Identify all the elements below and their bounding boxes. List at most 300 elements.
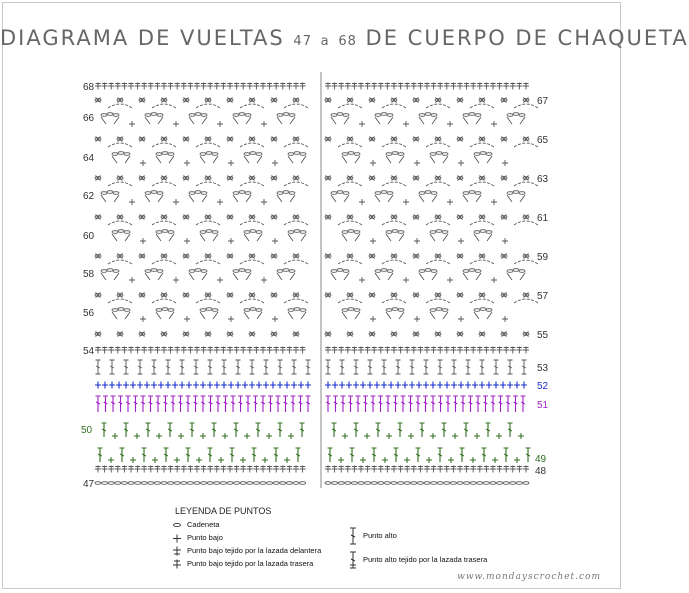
- stitch-sc-back-loop: [174, 83, 180, 90]
- stitch-shell: [200, 152, 218, 163]
- stitch-dc-purple: [178, 396, 183, 412]
- stitch-sc-blue: [95, 382, 101, 389]
- stitch-chain: [444, 482, 450, 485]
- stitch-sc-back-loop: [510, 347, 516, 354]
- stitch-sc: [348, 215, 353, 220]
- stitch-sc-back-loop: [102, 83, 108, 90]
- stitch-shell: [189, 191, 207, 202]
- stitch-sc: [436, 215, 441, 220]
- stitch-sc: [272, 137, 277, 142]
- stitch-sc-blue: [416, 382, 422, 389]
- stitch-sc-back-loop: [207, 347, 213, 354]
- stitch-sc-back-loop: [240, 466, 246, 473]
- stitch-dc-purple: [133, 396, 138, 412]
- stitch-sc-back-loop: [300, 466, 306, 473]
- stitch-sc-blue: [381, 382, 387, 389]
- stitch-sc: [458, 254, 463, 259]
- stitch-sc-back-loop: [365, 466, 371, 473]
- stitch-sc-back-loop: [214, 83, 220, 90]
- stitch-sc-back-loop: [207, 466, 213, 473]
- stitch-green: [442, 423, 447, 437]
- row-label-57: 57: [537, 291, 549, 302]
- stitch-green: [164, 448, 169, 462]
- stitch-green: [278, 423, 283, 437]
- stitch-sc-back-loop: [371, 347, 377, 354]
- stitch-sc-back-loop: [108, 83, 114, 90]
- stitch-sc-back-loop: [300, 83, 306, 90]
- stitch-sc: [228, 98, 233, 103]
- stitch-shell: [474, 230, 492, 241]
- stitch-dc-purple: [238, 396, 243, 412]
- legend-item-pa-trasera: [348, 551, 487, 569]
- stitch-sc-back-loop: [358, 347, 364, 354]
- stitch-sc-blue: [102, 382, 108, 389]
- stitch-sc: [206, 332, 211, 337]
- stitch-sc: [436, 254, 441, 259]
- stitch-sc: [250, 137, 255, 142]
- stitch-dc-purple: [431, 396, 436, 412]
- row-label-52: 52: [537, 381, 549, 392]
- single-crochet-icon: [172, 534, 182, 543]
- stitch-dc: [508, 360, 513, 374]
- stitch-sc: [118, 254, 123, 259]
- stitch-shell: [244, 308, 262, 319]
- stitch-sc-back-loop: [102, 347, 108, 354]
- back-loop-sc-icon: [172, 559, 182, 569]
- row-label-65: 65: [537, 135, 549, 146]
- stitch-shell: [156, 230, 174, 241]
- stitch-chain-arc: [382, 143, 406, 147]
- stitch-green: [382, 457, 388, 463]
- row-label-55: 55: [537, 330, 549, 341]
- stitch-sc: [392, 176, 397, 181]
- stitch-sc-back-loop: [181, 83, 187, 90]
- stitch-sc-blue: [507, 382, 513, 389]
- stitch-dc-purple: [148, 396, 153, 412]
- legend-label-punto-bajo: Punto bajo: [187, 533, 223, 542]
- stitch-sc-back-loop: [234, 83, 240, 90]
- stitch-sc: [414, 215, 419, 220]
- stitch-chain-arc: [108, 182, 132, 186]
- stitch-green: [486, 423, 491, 437]
- stitch-chain-arc: [426, 182, 450, 186]
- stitch-sc-back-loop: [464, 83, 470, 90]
- stitch-sc-back-loop: [194, 83, 200, 90]
- stitch-dc: [438, 360, 443, 374]
- stitch-sc-blue: [374, 382, 380, 389]
- stitch-shell: [375, 269, 393, 280]
- stitch-sc-back-loop: [404, 347, 410, 354]
- stitch-dc-purple: [461, 396, 466, 412]
- chain-icon: [172, 521, 182, 529]
- stitch-sc-back-loop: [201, 83, 207, 90]
- stitch-sc-back-loop: [286, 466, 292, 473]
- stitch-shell: [288, 308, 306, 319]
- stitch-dc-purple: [483, 396, 488, 412]
- stitch-sc: [250, 98, 255, 103]
- stitch-chain-arc: [426, 299, 450, 303]
- stitch-dc-purple: [468, 396, 473, 412]
- stitch-sc-blue: [158, 382, 164, 389]
- stitch-chain-arc: [284, 182, 308, 186]
- stitch-dc: [96, 360, 101, 374]
- stitch-sc-blue: [137, 382, 143, 389]
- stitch-sc-back-loop: [444, 347, 450, 354]
- stitch-dc: [194, 360, 199, 374]
- stitch-sc: [458, 316, 464, 322]
- stitch-sc-back-loop: [351, 347, 357, 354]
- row-label-67: 67: [537, 96, 549, 107]
- stitch-sc-back-loop: [523, 466, 529, 473]
- stitch-dc-purple: [416, 396, 421, 412]
- stitch-chain: [148, 482, 154, 485]
- stitch-sc-back-loop: [280, 347, 286, 354]
- stitch-green: [274, 448, 279, 462]
- stitch-dc-purple: [491, 396, 496, 412]
- stitch-sc-back-loop: [431, 347, 437, 354]
- stitch-sc-back-loop: [332, 347, 338, 354]
- stitch-sc-back-loop: [516, 83, 522, 90]
- stitch-sc-back-loop: [121, 83, 127, 90]
- stitch-sc: [294, 176, 299, 181]
- stitch-sc-back-loop: [424, 347, 430, 354]
- stitch-green: [482, 448, 487, 462]
- stitch-sc-back-loop: [503, 347, 509, 354]
- stitch-sc-back-loop: [404, 83, 410, 90]
- stitch-chain: [135, 482, 141, 485]
- stitch-sc-back-loop: [148, 83, 154, 90]
- stitch-green: [526, 448, 531, 462]
- stitch-shell: [419, 191, 437, 202]
- stitch-shell: [145, 191, 163, 202]
- stitch-sc: [217, 277, 223, 283]
- stitch-sc-back-loop: [431, 466, 437, 473]
- stitch-sc: [491, 277, 497, 283]
- stitch-dc: [396, 360, 401, 374]
- stitch-sc: [326, 215, 331, 220]
- stitch-shell: [463, 191, 481, 202]
- stitch-sc-back-loop: [300, 347, 306, 354]
- stitch-sc: [206, 293, 211, 298]
- legend-item-pb-trasera: [172, 559, 313, 569]
- stitch-sc-blue: [458, 382, 464, 389]
- stitch-green: [492, 457, 498, 463]
- stitch-sc: [524, 293, 529, 298]
- row-label-61: 61: [537, 213, 549, 224]
- stitch-dc-purple: [423, 396, 428, 412]
- stitch-sc: [261, 121, 267, 127]
- stitch-green: [186, 448, 191, 462]
- stitch-chain: [497, 482, 503, 485]
- stitch-sc-back-loop: [220, 466, 226, 473]
- stitch-dc-purple: [513, 396, 518, 412]
- stitch-sc-back-loop: [95, 83, 101, 90]
- stitch-sc-back-loop: [102, 466, 108, 473]
- stitch-sc: [118, 332, 123, 337]
- stitch-sc: [228, 160, 234, 166]
- stitch-sc-back-loop: [516, 466, 522, 473]
- stitch-shell: [375, 113, 393, 124]
- stitch-sc-back-loop: [174, 347, 180, 354]
- stitch-sc-back-loop: [358, 83, 364, 90]
- stitch-dc: [110, 360, 115, 374]
- stitch-sc: [96, 137, 101, 142]
- stitch-sc-blue: [249, 382, 255, 389]
- stitch-sc: [129, 277, 135, 283]
- stitch-green: [142, 448, 147, 462]
- row-label-60: 60: [83, 231, 95, 242]
- stitch-sc: [458, 98, 463, 103]
- stitch-sc-blue: [388, 382, 394, 389]
- stitch-sc: [436, 332, 441, 337]
- stitch-dc: [480, 360, 485, 374]
- stitch-green: [342, 433, 348, 439]
- stitch-sc: [414, 293, 419, 298]
- stitch-sc: [436, 176, 441, 181]
- row-label-68: 68: [83, 82, 95, 93]
- stitch-sc-back-loop: [194, 466, 200, 473]
- legend-title: LEYENDA DE PUNTOS: [175, 506, 272, 516]
- stitch-chain: [181, 482, 187, 485]
- stitch-sc-back-loop: [201, 347, 207, 354]
- stitch-sc-blue: [395, 382, 401, 389]
- stitch-chain: [391, 482, 397, 485]
- stitch-dc-purple: [401, 396, 406, 412]
- stitch-sc: [118, 176, 123, 181]
- stitch-sc: [502, 160, 508, 166]
- row-label-58: 58: [83, 269, 95, 280]
- stitch-sc: [173, 199, 179, 205]
- stitch-sc-blue: [291, 382, 297, 389]
- stitch-green: [212, 423, 217, 437]
- stitch-chain: [227, 482, 233, 485]
- stitch-sc-blue: [214, 382, 220, 389]
- stitch-sc-back-loop: [345, 83, 351, 90]
- stitch-sc-back-loop: [483, 83, 489, 90]
- stitch-dc: [306, 360, 311, 374]
- stitch-sc-back-loop: [128, 83, 134, 90]
- stitch-chain-arc: [470, 299, 494, 303]
- stitch-chain-arc: [152, 182, 176, 186]
- stitch-sc: [206, 176, 211, 181]
- stitch-shell: [101, 269, 119, 280]
- stitch-sc: [370, 160, 376, 166]
- stitch-sc-back-loop: [267, 466, 273, 473]
- stitch-sc: [272, 160, 278, 166]
- stitch-chain-arc: [196, 260, 220, 264]
- stitch-sc: [184, 293, 189, 298]
- stitch-sc: [250, 293, 255, 298]
- stitch-sc-back-loop: [227, 347, 233, 354]
- front-loop-sc-icon: [172, 546, 182, 556]
- stitch-green: [120, 448, 125, 462]
- stitch-dc: [354, 360, 359, 374]
- stitch-sc: [502, 316, 508, 322]
- stitch-green: [168, 423, 173, 437]
- stitch-shell: [331, 191, 349, 202]
- stitch-shell: [112, 230, 130, 241]
- stitch-sc: [524, 137, 529, 142]
- stitch-green: [474, 433, 480, 439]
- stitch-sc-back-loop: [293, 347, 299, 354]
- stitch-sc-blue: [353, 382, 359, 389]
- stitch-sc: [140, 160, 146, 166]
- stitch-sc-back-loop: [260, 83, 266, 90]
- stitch-sc: [370, 316, 376, 322]
- stitch-shell: [386, 152, 404, 163]
- stitch-dc-purple: [498, 396, 503, 412]
- stitch-sc: [348, 137, 353, 142]
- stitch-dc-purple: [171, 396, 176, 412]
- stitch-sc: [348, 332, 353, 337]
- stitch-chain-arc: [152, 104, 176, 108]
- legend-item-pb-delantera: [172, 546, 321, 556]
- stitch-sc-back-loop: [437, 466, 443, 473]
- stitch-chain-arc: [284, 143, 308, 147]
- stitch-sc: [392, 137, 397, 142]
- stitch-sc-back-loop: [510, 83, 516, 90]
- stitch-green: [146, 423, 151, 437]
- stitch-sc: [447, 277, 453, 283]
- stitch-dc-purple: [268, 396, 273, 412]
- stitch-sc: [502, 176, 507, 181]
- stitch-sc-back-loop: [161, 466, 167, 473]
- stitch-sc: [272, 293, 277, 298]
- stitch-chain-arc: [240, 260, 264, 264]
- stitch-dc: [236, 360, 241, 374]
- stitch-sc: [228, 137, 233, 142]
- stitch-green: [448, 457, 454, 463]
- stitch-sc-back-loop: [267, 347, 273, 354]
- stitch-chain: [300, 482, 306, 485]
- stitch-chain-arc: [514, 299, 538, 303]
- stitch-shell: [507, 269, 525, 280]
- stitch-sc-back-loop: [523, 347, 529, 354]
- legend-label-pb-delantera: Punto bajo tejido por la lazada delantera: [187, 546, 322, 555]
- stitch-chain-arc: [196, 104, 220, 108]
- stitch-dc-purple: [298, 396, 303, 412]
- stitch-dc-purple: [201, 396, 206, 412]
- stitch-chain: [437, 482, 443, 485]
- stitch-dc: [222, 360, 227, 374]
- stitch-chain: [121, 482, 127, 485]
- stitch-green: [514, 457, 520, 463]
- stitch-green: [420, 423, 425, 437]
- stitch-chain: [510, 482, 516, 485]
- stitch-sc: [414, 137, 419, 142]
- stitch-chain: [490, 482, 496, 485]
- stitch-dc: [494, 360, 499, 374]
- stitch-green: [230, 448, 235, 462]
- stitch-sc-blue: [263, 382, 269, 389]
- stitch-sc-back-loop: [424, 466, 430, 473]
- stitch-sc-back-loop: [411, 347, 417, 354]
- stitch-sc: [359, 277, 365, 283]
- stitch-green: [300, 423, 305, 437]
- stitch-dc-purple: [356, 396, 361, 412]
- stitch-layer: [95, 83, 538, 485]
- stitch-sc: [206, 254, 211, 259]
- stitch-chain: [424, 482, 430, 485]
- stitch-sc-blue: [346, 382, 352, 389]
- stitch-chain-arc: [382, 299, 406, 303]
- stitch-sc-back-loop: [194, 347, 200, 354]
- stitch-sc-back-loop: [253, 347, 259, 354]
- stitch-sc-back-loop: [431, 83, 437, 90]
- stitch-sc: [326, 137, 331, 142]
- stitch-sc-blue: [109, 382, 115, 389]
- stitch-sc-back-loop: [371, 83, 377, 90]
- stitch-dc-purple: [341, 396, 346, 412]
- stitch-chain-arc: [108, 260, 132, 264]
- stitch-chain: [457, 482, 463, 485]
- stitch-sc: [272, 176, 277, 181]
- row-label-62: 62: [83, 191, 95, 202]
- stitch-sc: [414, 176, 419, 181]
- stitch-chain: [325, 482, 331, 485]
- stitch-sc-back-loop: [115, 347, 121, 354]
- stitch-sc-blue: [172, 382, 178, 389]
- stitch-shell: [277, 191, 295, 202]
- stitch-sc: [206, 215, 211, 220]
- stitch-sc: [184, 332, 189, 337]
- stitch-dc-purple: [103, 396, 108, 412]
- stitch-sc: [524, 332, 529, 337]
- stitch-sc: [403, 199, 409, 205]
- stitch-green: [218, 457, 224, 463]
- stitch-green: [112, 433, 118, 439]
- stitch-sc: [294, 137, 299, 142]
- stitch-chain: [95, 482, 101, 485]
- stitch-chain: [516, 482, 522, 485]
- stitch-sc: [228, 293, 233, 298]
- stitch-dc-purple: [208, 396, 213, 412]
- stitch-sc: [272, 332, 277, 337]
- stitch-green: [244, 433, 250, 439]
- stitch-sc-back-loop: [201, 466, 207, 473]
- stitch-sc: [294, 215, 299, 220]
- row-label-54: 54: [83, 346, 95, 357]
- stitch-sc: [447, 199, 453, 205]
- stitch-sc: [173, 277, 179, 283]
- row-label-59: 59: [537, 252, 549, 263]
- stitch-sc-back-loop: [168, 83, 174, 90]
- stitch-sc: [502, 98, 507, 103]
- stitch-shell: [474, 152, 492, 163]
- stitch-green: [178, 433, 184, 439]
- stitch-sc: [184, 316, 190, 322]
- stitch-chain-arc: [470, 104, 494, 108]
- stitch-sc: [370, 98, 375, 103]
- stitch-shell: [463, 113, 481, 124]
- stitch-shell: [419, 113, 437, 124]
- stitch-dc: [382, 360, 387, 374]
- stitch-sc: [348, 176, 353, 181]
- legend-label-cadeneta: Cadeneta: [187, 520, 220, 529]
- stitch-dc-purple: [348, 396, 353, 412]
- stitch-shell: [200, 230, 218, 241]
- stitch-sc-back-loop: [378, 83, 384, 90]
- stitch-sc: [162, 332, 167, 337]
- stitch-chain-arc: [514, 182, 538, 186]
- stitch-green: [398, 423, 403, 437]
- stitch-chain: [267, 482, 273, 485]
- stitch-dc: [166, 360, 171, 374]
- stitch-chain-arc: [108, 143, 132, 147]
- stitch-sc-back-loop: [384, 83, 390, 90]
- stitch-sc-back-loop: [444, 83, 450, 90]
- stitch-dc: [180, 360, 185, 374]
